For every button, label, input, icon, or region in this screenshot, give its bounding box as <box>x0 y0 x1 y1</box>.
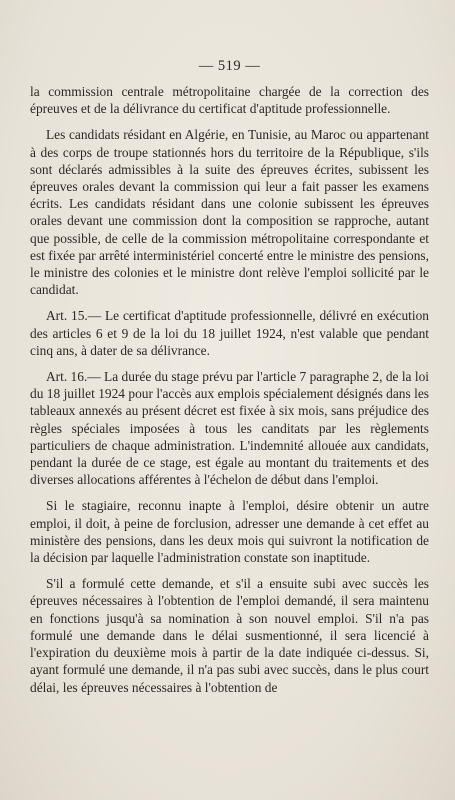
paragraph-demande-formulee: S'il a formulé cette demande, et s'il a ensuite subi avec succès les épreuves nécessaires à l'obtention de l'emploi demandé, il sera maintenu en fonctions jusqu'à sa nomination à son nouvel emploi. S'il n'a pas formulé une demande dans le délai susmentionné, il sera licencié à l'expiration du deuxième mois à partir de la date indiquée ci-dessus. Si, ayant formulé une demande, il n'a pas subi avec succès, dans le plus court délai, les épreuves nécessaires à l'obtention de <box>30 576 429 695</box>
paragraph-candidates-residence: Les candidats résidant en Algérie, en Tunisie, au Maroc ou appartenant à des corps de troupe stationnés hors du territoire de la République, s'ils sont déclarés admissibles à la suite des épreuves écrites, subissent les épreuves orales devant la commission qui leur a fait passer les examens écrits. Les candidats résidant dans une colonie subissent les épreuves orales devant une commission dont la composition se rapproche, autant que possible, de celle de la commission métropolitaine correspondante et est fixée par arrêté interministériel concerté entre le ministre des pensions, le ministre des colonies et le ministre dont relève l'emploi sollicité par le candidat. <box>30 127 429 298</box>
paragraph-continuation: la commission centrale métropolitaine chargée de la correction des épreuves et de la délivrance du certificat d'aptitude professionnelle. <box>30 84 429 117</box>
paragraph-stagiaire-inapte: Si le stagiaire, reconnu inapte à l'emploi, désire obtenir un autre emploi, il doit, à peine de forclusion, adresser une demande à cet effet au ministère des pensions, dans les deux mois qui suivront la notification de la décision par laquelle l'administration constate son inaptitude. <box>30 498 429 566</box>
page-number: — 519 — <box>198 58 261 74</box>
paragraph-article-15: Art. 15.— Le certificat d'aptitude professionnelle, délivré en exécution des articles 6 et 9 de la loi du 18 juillet 1924, n'est valable que pendant cinq ans, à dater de sa délivrance. <box>30 308 429 358</box>
paragraph-article-16: Art. 16.— La durée du stage prévu par l'article 7 paragraphe 2, de la loi du 18 juillet 1924 pour l'accès aux emplois spécialement désignés dans les tableaux annexés au présent décret est fixée à six mois, sans préjudice des règles spéciales imposées à tous les canditats par les règlements particuliers de chaque administration. L'indemnité allouée aux candidats, pendant la durée de ce stage, est égale au montant du traitements et des diverses allocations afférentes à l'échelon de début dans l'emploi. <box>30 369 429 488</box>
